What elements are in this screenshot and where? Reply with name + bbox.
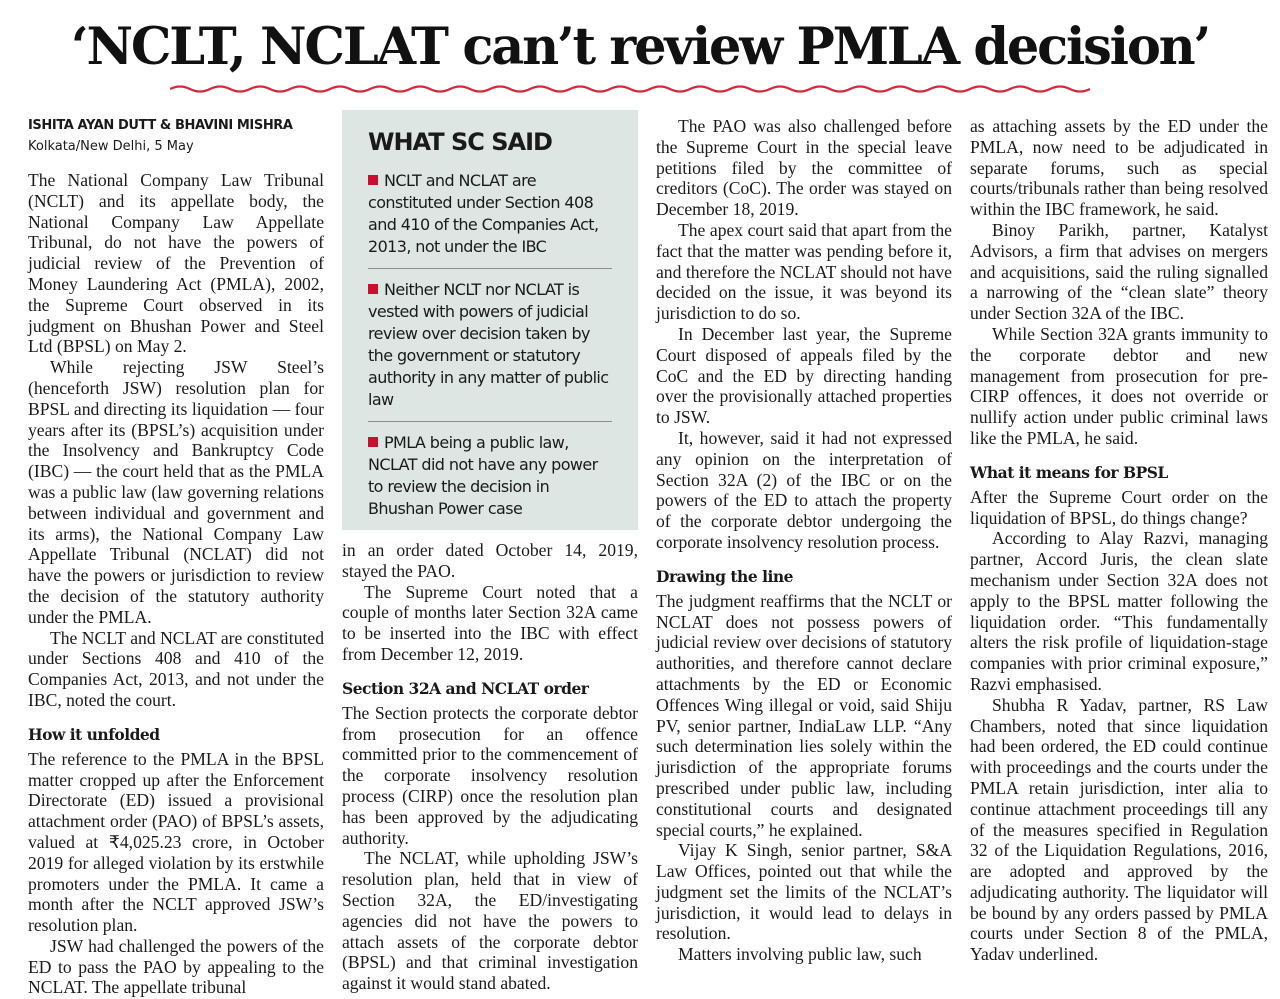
paragraph: Shubha R Yadav, partner, RS Law Chambers, noted that since liquidation had been ordered, the ED could continue with proceedings and the courts under the PMLA retain jurisdiction, inter alia to continue attachment proceedings till any of the measures specified in Regulation 32 of the Liquidation Regulations, 2016, are adopted and approved by the adjudicating authority. The liquidator will be bound by any orders passed by PMLA courts under Section 8 of the PMLA, Yadav underlined. [970, 694, 1268, 965]
paragraph: Vijay K Singh, senior partner, S&A Law Offices, pointed out that while the judgment set the limits of the NCLAT’s jurisdiction, it would lead to delays in resolution. [656, 840, 952, 944]
box-title: WHAT SC SAID [368, 128, 552, 156]
paragraph: The Section protects the corporate debtor from prosecution for an offence committed prior to the commencement of the corporate insolvency resolution process (CIRP) once the resolution plan has been approved by the adjudicating authority. [342, 702, 638, 848]
paragraph: While Section 32A grants immunity to the corporate debtor and new management from prosecution for pre-CIRP offences, it does not override or nullify action under public criminal laws like the PMLA, he said. [970, 323, 1268, 448]
byline: ISHITA AYAN DUTT & BHAVINI MISHRA [28, 118, 293, 133]
paragraph: JSW had challenged the powers of the ED to pass the PAO by appealing to the NCLAT. The appellate tribunal [28, 935, 324, 998]
paragraph: The Supreme Court noted that a couple of months later Section 32A came to be inserted into the IBC with effect from December 12, 2019. [342, 581, 638, 664]
paragraph: The National Company Law Tribunal (NCLT) and its appellate body, the National Company Law Appellate Tribunal, do not have the powers of judicial review of the Prevention of Money Laundering Act (PMLA), 2002, the Supreme Court observed in its judgment on Bhushan Power and Steel Ltd (BPSL) on May 2. [28, 170, 324, 357]
paragraph: Matters involving public law, such [678, 944, 922, 965]
subheading-section-32a: Section 32A and NCLAT order [342, 678, 589, 698]
paragraph: While rejecting JSW Steel’s (henceforth JSW) resolution plan for BPSL and directing its liquidation — four years after its (BPSL’s) acquisition under the Insolvency and Bankruptcy Code (IBC) — the court held that as the PMLA was a public law (law governing relations between individual and government and its arms), the National Company Law Appellate Tribunal (NCLAT) did not have the powers or jurisdiction to review the decision of the statutory authority under the PMLA. [28, 357, 324, 627]
headline: ‘NCLT, NCLAT can’t review PMLA decision’ [70, 17, 1210, 77]
headline-underline-squiggle [170, 82, 1110, 96]
subheading-what-it-means: What it means for BPSL [970, 462, 1168, 482]
subheading-how-it-unfolded: How it unfolded [28, 724, 160, 744]
box-item: PMLA being a public law, NCLAT did not have any power to review the decision in Bhushan Power case [368, 421, 612, 530]
paragraph: After the Supreme Court order on the liquidation of BPSL, do things change? [970, 486, 1268, 528]
paragraph: as attaching assets by the ED under the PMLA, now need to be adjudicated in separate forums, such as special courts/tribunals rather than being resolved within the IBC framework, he said. [970, 116, 1268, 220]
paragraph: The PAO was also challenged before the Supreme Court in the special leave petitions filed by the committee of creditors (CoC). The order was stayed on December 18, 2019. [656, 116, 952, 220]
what-sc-said-box [342, 110, 638, 530]
paragraph: In December last year, the Supreme Court disposed of appeals filed by the CoC and the ED by directing handing over the provisionally attached properties to JSW. [656, 323, 952, 428]
paragraph: It, however, said it had not expressed any opinion on the interpretation of Section 32A (2) of the IBC or on the powers of the ED to attach the property of the corporate debtor undergoing the corporate insolvency resolution process. [656, 427, 952, 552]
article-column-1 [28, 116, 324, 998]
box-item: Neither NCLT nor NCLAT is vested with powers of judicial review over decision taken by the government or statutory authority in any matter of public law [368, 268, 612, 421]
article-column-2 [342, 540, 638, 994]
paragraph: The NCLAT, while upholding JSW’s resolution plan, held that in view of Section 32A, the ED/investigating agencies did not have the powers to attach assets of the corporate debtor (BPSL) and that criminal investigation against it would stand abated. [342, 848, 638, 994]
paragraph: Binoy Parikh, partner, Katalyst Advisors, a firm that advises on mergers and acquisitions, said the ruling signalled a narrowing of the “clean slate” theory under Section 32A of the IBC. [970, 219, 1268, 324]
subheading-drawing-the-line: Drawing the line [656, 566, 793, 586]
red-square-bullet-icon [368, 175, 378, 185]
paragraph: The NCLT and NCLAT are constituted under Sections 408 and 410 of the Companies Act, 2013, and not under the IBC, noted the court. [28, 627, 324, 710]
paragraph: The reference to the PMLA in the BPSL matter cropped up after the Enforcement Directorate (ED) issued a provisional attachment order (PAO) of BPSL’s assets, valued at ₹4,025.23 crore, in October 2019 for alleged violation by its erstwhile promoters under the PMLA. It came a month after the NCLT approved JSW’s resolution plan. [28, 748, 324, 936]
red-square-bullet-icon [368, 437, 378, 447]
paragraph: The apex court said that apart from the fact that the matter was pending before it, and therefore the NCLAT should not have decided on the issue, it was beyond its jurisdiction to do so. [656, 219, 952, 324]
paragraph: The judgment reaffirms that the NCLT or NCLAT does not possess powers of judicial review over decisions of statutory authorities, and therefore cannot declare attachments by the ED or Economic Offences Wing illegal or void, said Shiju PV, senior partner, IndiaLaw LLP. “Any such determination lies solely within the jurisdiction of the appropriate forums prescribed under public law, including constitutional courts and designated special courts,” he explained. [656, 590, 952, 840]
dateline: Kolkata/New Delhi, 5 May [28, 139, 194, 154]
paragraph: According to Alay Razvi, managing partner, Accord Juris, the clean slate mechanism under Section 32A does not apply to the BPSL matter following the liquidation order. “This fundamentally alters the risk profile of liquidation-stage companies with prior criminal exposure,” Razvi emphasised. [970, 528, 1268, 694]
article-column-3 [656, 116, 952, 965]
red-square-bullet-icon [368, 284, 378, 294]
box-item: NCLT and NCLAT are constituted under Section 408 and 410 of the Companies Act, 2013, not under the IBC [368, 171, 599, 256]
paragraph: in an order dated October 14, 2019, stayed the PAO. [342, 540, 638, 581]
article-column-4 [970, 116, 1268, 965]
